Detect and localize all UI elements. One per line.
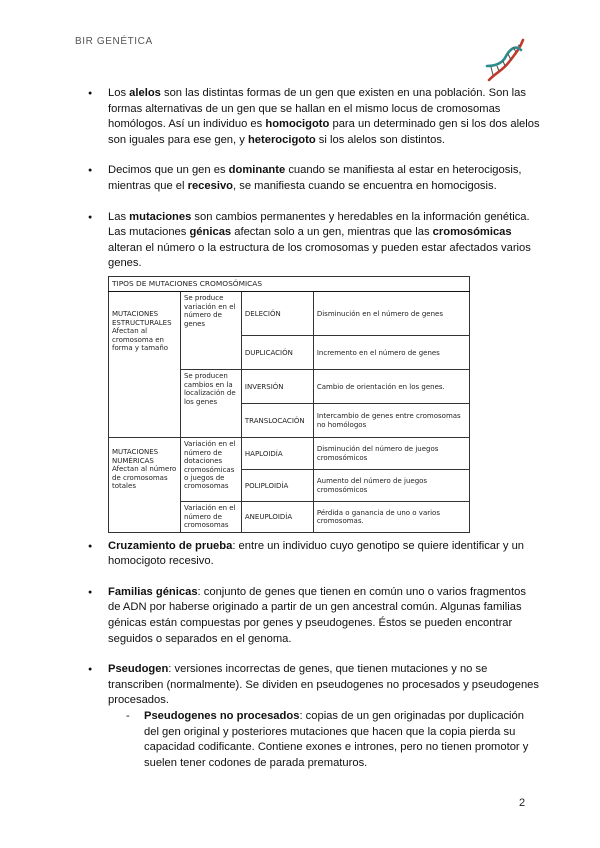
page-number: 2 <box>519 797 526 809</box>
sub-bullet-no-procesados: - Pseudogenes no procesados: copias de un gen originadas por duplicación del gen original y posteriores mutaciones que hacen que la copia pierda su capacidad codificante. Contiene exones e intrones, pero no tienen promotor y suelen tener codones de parada prematuros. <box>126 709 529 769</box>
bullet-familias: ● Familias génicas: conjunto de genes que tienen en común uno o varios fragmentos de ADN por haberse originado a partir de un gen ancestral común. Algunas familias génicas están compuestas por genes y pseudogenes. Éstos se pueden encontrar seguidos o separados en el genoma. <box>88 585 540 647</box>
numerical-group-cell: MUTACIONES NUMÉRICAS Afectan al número de cromosomas totales <box>109 438 181 532</box>
mutation-type-cell: TRANSLOCACIÓN <box>241 404 313 438</box>
document-header-title: BIR GENÉTICA <box>75 36 153 47</box>
numerical-desc-d: Variación en el número de cromosomas <box>180 502 241 532</box>
mutation-effect-cell: Incremento en el número de genes <box>313 336 469 370</box>
mutation-types-table <box>108 276 470 533</box>
bullet-dominante: ● Decimos que un gen es dominante cuando se manifiesta al estar en heterocigosis, mientras que el recesivo, se manifiesta cuando se encuentra en homocigosis. <box>88 163 540 194</box>
dna-rungs <box>491 45 520 75</box>
mutation-type-cell: HAPLOIDÍA <box>241 438 313 470</box>
mutation-type-cell: ANEUPLOIDÍA <box>241 502 313 532</box>
mutation-effect-cell: Disminución del número de juegos cromosómicos <box>313 438 469 470</box>
document-body <box>88 86 540 782</box>
mutation-effect-cell: Aumento del número de juegos cromosómicos <box>313 470 469 502</box>
dna-strand-red <box>489 40 523 80</box>
bullet-alelos: ● Los alelos son las distintas formas de un gen que existen en una población. Son las formas alternativas de un gen que se hallan en el mismo locus de cromosomas homólogos. Así un individuo es homocigoto para un determinado gen si los dos alelos son iguales para ese gen, y heterocigoto si los alelos son distintos. <box>88 86 540 148</box>
dash-marker: - <box>126 709 130 722</box>
numerical-desc-c: Variación en el número de dotaciones cromosómicas o juegos de cromosomas <box>180 438 241 502</box>
mutation-effect-cell: Cambio de orientación en los genes. <box>313 370 469 404</box>
bullet-pseudogen: ● Pseudogen: versiones incorrectas de genes, que tienen mutaciones y no se transcriben (normalmente). Se dividen en pseudogenes no procesados y pseudogenes procesados. <box>88 662 540 709</box>
mutation-type-cell: INVERSIÓN <box>241 370 313 404</box>
dna-helix-icon <box>483 36 527 84</box>
mutation-effect-cell: Pérdida o ganancia de uno o varios cromosomas. <box>313 502 469 532</box>
mutation-table-figure <box>108 276 470 533</box>
mutation-type-cell: DUPLICACIÓN <box>241 336 313 370</box>
structural-desc-a: Se produce variación en el número de genes <box>180 292 241 370</box>
table-title: TIPOS DE MUTACIONES CROMOSÓMICAS <box>109 276 470 291</box>
bullet-cruzamiento: ● Cruzamiento de prueba: entre un individuo cuyo genotipo se quiere identificar y un homocigoto recesivo. <box>88 539 540 570</box>
structural-desc-b: Se producen cambios en la localización de los genes <box>180 370 241 438</box>
mutation-effect-cell: Disminución en el número de genes <box>313 292 469 336</box>
mutation-effect-cell: Intercambio de genes entre cromosomas no homólogos <box>313 404 469 438</box>
bullet-mutaciones: ● Las mutaciones son cambios permanentes y heredables en la información genética. Las mutaciones génicas afectan solo a un gen, mientras que las cromosómicas alteran el número o la estructura de los cromosomas y pueden estar afectados varios genes. <box>88 210 540 272</box>
mutation-type-cell: DELECIÓN <box>241 292 313 336</box>
table-row <box>109 292 470 336</box>
structural-group-cell: MUTACIONES ESTRUCTURALES Afectan al cromosoma en forma y tamaño <box>109 292 181 438</box>
table-row <box>109 438 470 470</box>
table-title-row <box>109 276 470 291</box>
mutation-type-cell: POLIPLOIDÍA <box>241 470 313 502</box>
